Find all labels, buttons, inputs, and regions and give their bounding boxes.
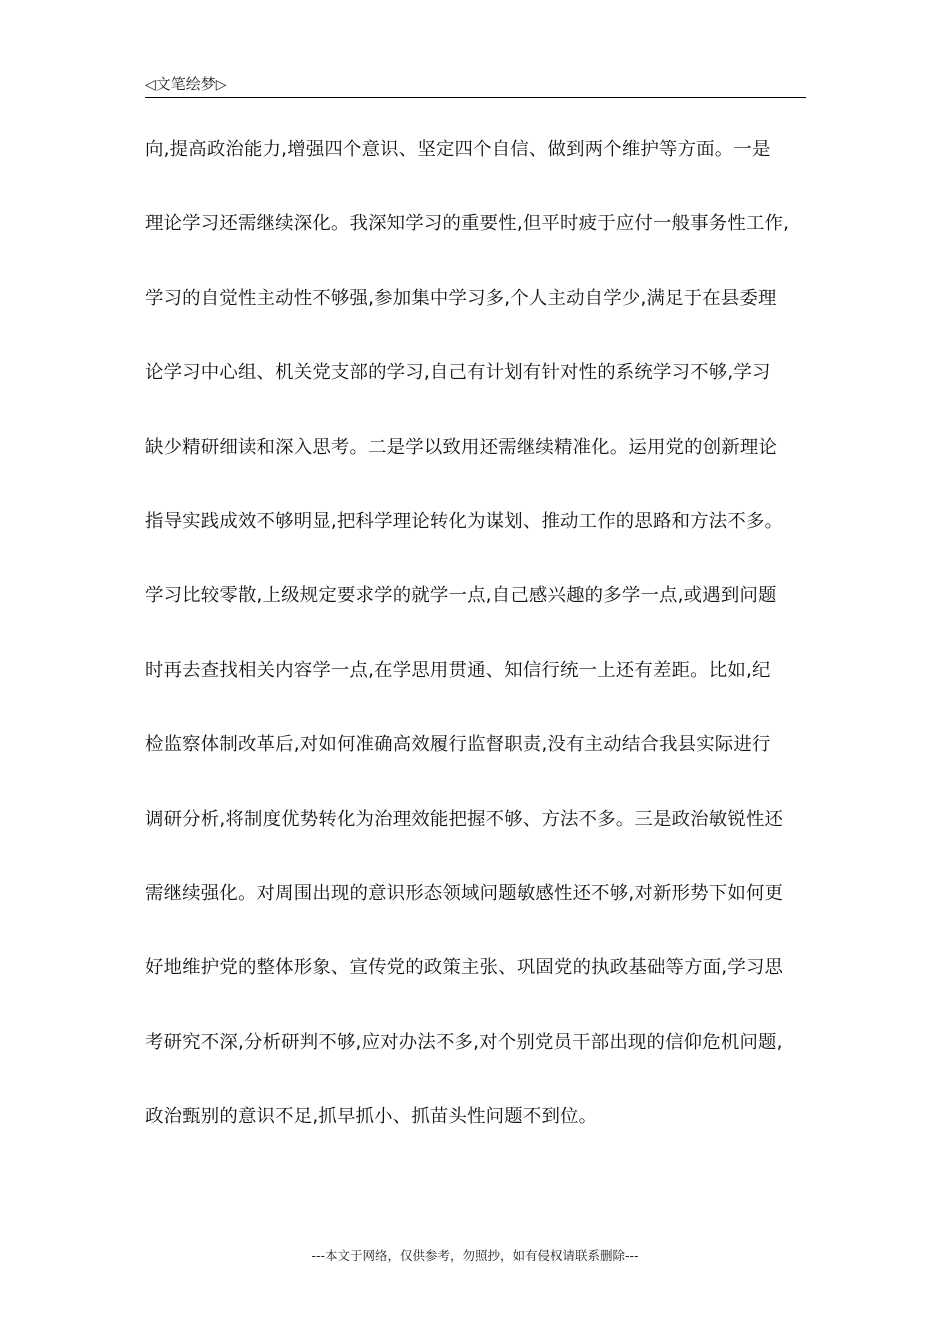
header-title: 文笔绘梦 bbox=[155, 75, 216, 93]
body-line-10: 调研分析,将制度优势转化为治理效能把握不够、方法不多。三是政治敏锐性还 bbox=[145, 808, 784, 830]
left-triangle-icon: ◁ bbox=[145, 77, 156, 93]
body-line-9: 检监察体制改革后,对如何准确高效履行监督职责,没有主动结合我县实际进行 bbox=[145, 734, 771, 756]
body-line-14: 政治甄别的意识不足,抓早抓小、抓苗头性问题不到位。 bbox=[145, 1106, 598, 1128]
body-line-12: 好地维护党的整体形象、宣传党的政策主张、巩固党的执政基础等方面,学习思 bbox=[145, 957, 784, 979]
right-triangle-icon: ▷ bbox=[215, 77, 227, 93]
body-line-4: 论学习中心组、机关党支部的学习,自己有计划有针对性的系统学习不够,学习 bbox=[145, 362, 771, 384]
document-body bbox=[145, 130, 810, 1171]
body-line-7: 学习比较零散,上级规定要求学的就学一点,自己感兴趣的多学一点,或遇到问题 bbox=[145, 585, 777, 607]
body-line-13: 考研究不深,分析研判不够,应对办法不多,对个别党员干部出现的信仰危机问题, bbox=[145, 1031, 783, 1053]
body-line-11: 需继续强化。对周围出现的意识形态领域问题敏感性还不够,对新形势下如何更 bbox=[145, 882, 784, 904]
body-line-5: 缺少精研细读和深入思考。二是学以致用还需继续精准化。运用党的创新理论 bbox=[145, 436, 778, 458]
header-divider bbox=[145, 97, 806, 98]
footer-notice: ---本文于网络，仅供参考，勿照抄，如有侵权请联系删除--- bbox=[311, 1248, 639, 1263]
body-line-8: 时再去查找相关内容学一点,在学思用贯通、知信行统一上还有差距。比如,纪 bbox=[145, 659, 771, 681]
body-line-3: 学习的自觉性主动性不够强,参加集中学习多,个人主动自学少,满足于在县委理 bbox=[145, 287, 777, 309]
body-line-6: 指导实践成效不够明显,把科学理论转化为谋划、推动工作的思路和方法不多。 bbox=[145, 510, 784, 532]
page-header bbox=[145, 73, 805, 95]
body-line-2: 理论学习还需继续深化。我深知学习的重要性,但平时疲于应付一般事务性工作, bbox=[145, 213, 790, 235]
body-line-1: 向,提高政治能力,增强四个意识、坚定四个自信、做到两个维护等方面。一是 bbox=[145, 139, 771, 160]
